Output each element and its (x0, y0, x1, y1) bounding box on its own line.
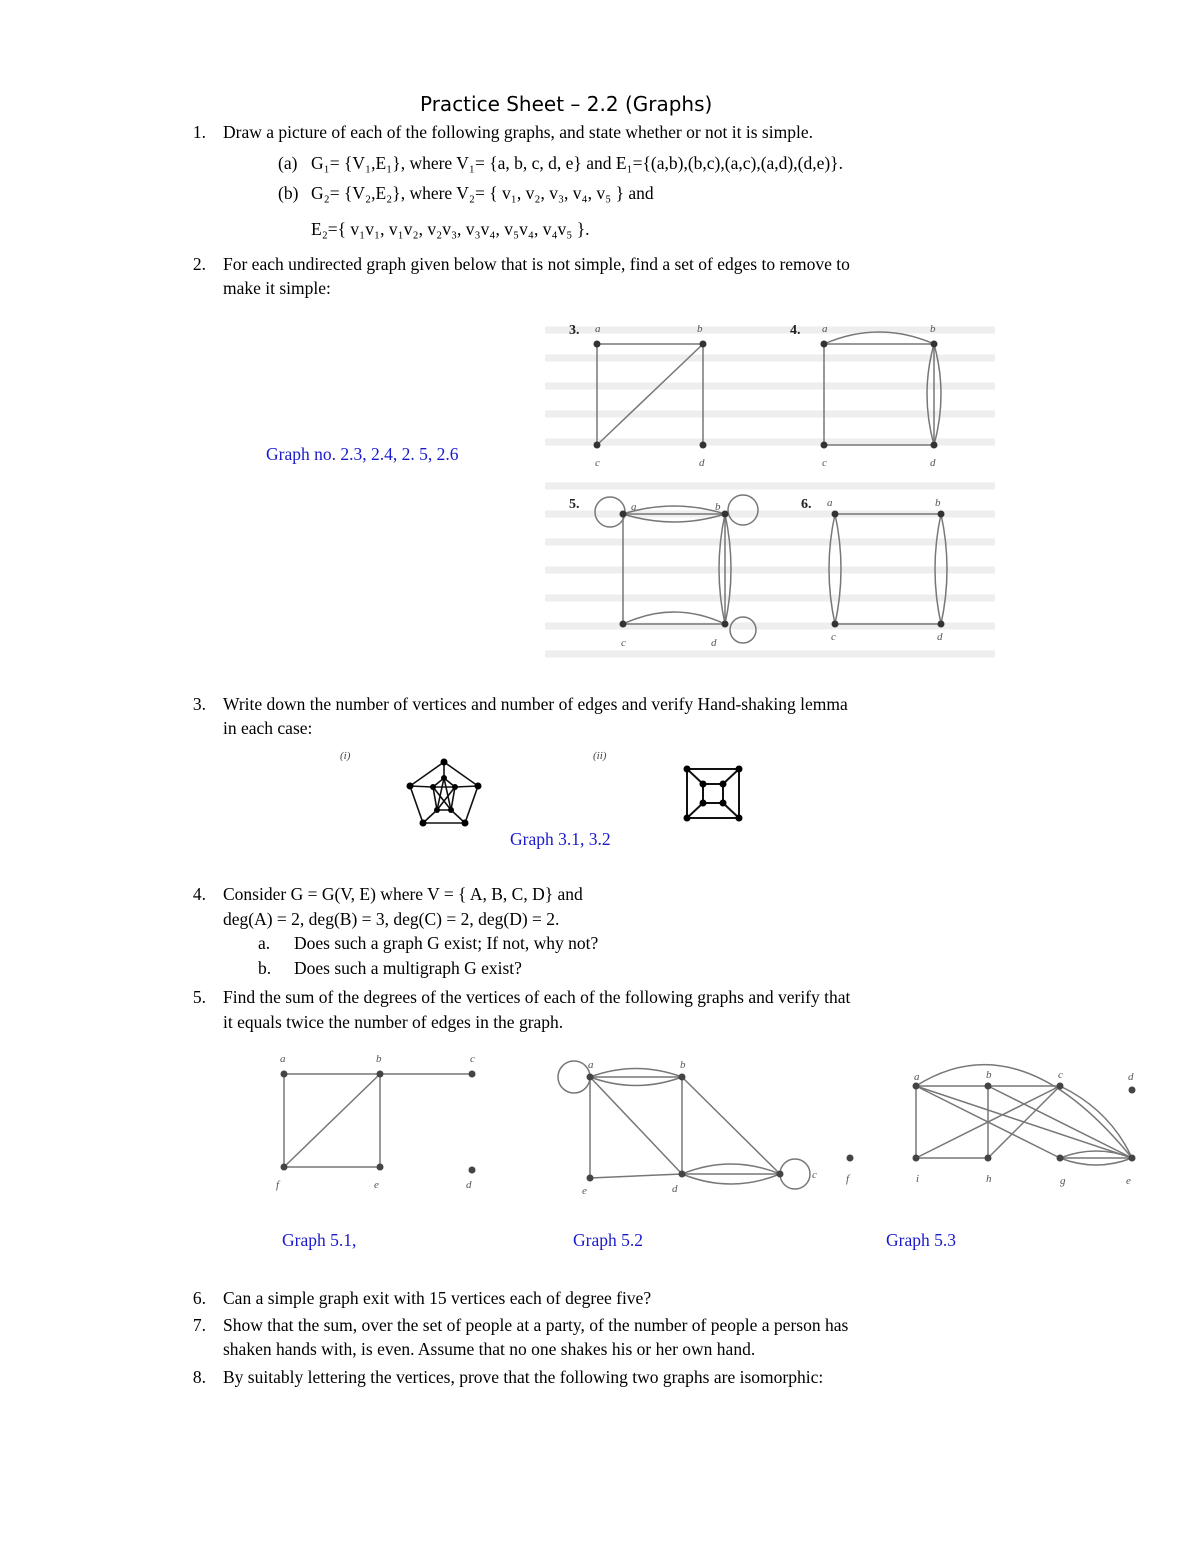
graph-5-2 (550, 1052, 860, 1202)
graph-2-4-vertex-b: b (930, 323, 936, 335)
graph-2-5-number: 5. (569, 497, 580, 512)
question-4-line2: deg(A) = 2, deg(B) = 3, deg(C) = 2, deg(D) = 2. (223, 909, 560, 929)
graph-5-2-vertex-a: a (588, 1059, 594, 1071)
graph-2-4-vertex-a: a (822, 323, 828, 335)
graph-3-2-cube (684, 766, 744, 822)
question-5-line2: it equals twice the number of edges in the graph. (223, 1012, 564, 1032)
question-3-number: 3. (192, 694, 206, 714)
question-7-number: 7. (192, 1315, 206, 1335)
question-7-line1: Show that the sum, over the set of people at a party, of the number of people a person has (223, 1315, 849, 1335)
graph-5-2-vertex-d: d (672, 1183, 678, 1195)
graph-2-6-vertex-b: b (935, 497, 941, 509)
question-1a-text: G₁= {V₁,E₁}, where V₁= {a, b, c, d, e} and E₁={(a,b),(b,c),(a,c),(a,d),(d,e)}. (311, 153, 843, 173)
graph-2-5-vertex-c: c (621, 637, 626, 649)
graph-2-3 (565, 318, 705, 468)
graph-2-3-vertex-a: a (595, 323, 601, 335)
graph-5-3-vertex-i: i (916, 1173, 920, 1185)
question-4a-label: a. (258, 933, 271, 953)
question-1b-text: G₂= {V₂,E₂}, where V₂= { v₁, v₂, v₃, v₄, v₅ } and (311, 183, 654, 203)
graph-2-4-vertex-c: c (822, 457, 827, 469)
graph-2-5 (565, 488, 765, 658)
graph-5-3-vertex-g: g (1060, 1175, 1066, 1187)
question-2-number: 2. (192, 254, 206, 274)
question-2-line2: make it simple: (223, 278, 331, 298)
graph-5-3-vertex-d: d (1128, 1071, 1134, 1083)
graph-5-3-vertex-b: b (986, 1069, 992, 1081)
graph-5-2-vertex-b: b (680, 1059, 686, 1071)
graph-2-4 (790, 318, 936, 469)
graph-2-6-vertex-a: a (827, 497, 833, 509)
question-2-line1: For each undirected graph given below that is not simple, find a set of edges to remove to (223, 254, 850, 274)
question-8-number: 8. (192, 1367, 206, 1387)
graph-2-6-number: 6. (801, 497, 812, 512)
graph-5-1-vertex-b: b (376, 1053, 382, 1065)
graph-5-1-caption: Graph 5.1, (282, 1230, 357, 1250)
graph-5-1-vertex-c: c (470, 1053, 475, 1065)
question-1-number: 1. (192, 122, 206, 142)
question-3-line2: in each case: (223, 718, 313, 738)
graph-2-5-vertex-d: d (711, 637, 717, 649)
question-4b-label: b. (258, 958, 272, 978)
graph-5-2-vertex-e: e (582, 1185, 587, 1197)
graph-5-2-vertex-c: c (812, 1169, 817, 1181)
graph-3-label-i: (i) (340, 750, 351, 762)
question-5-line1: Find the sum of the degrees of the vertices of each of the following graphs and verify that (223, 987, 851, 1007)
graph-5-3-vertex-a: a (914, 1071, 920, 1083)
graph-5-1-vertex-f: f (276, 1179, 280, 1191)
question-8-text: By suitably lettering the vertices, prove that the following two graphs are isomorphic: (223, 1367, 824, 1387)
question-1b-edges: E₂={ v₁v₁, v₁v₂, v₂v₃, v₃v₄, v₅v₄, v₄v₅ }. (311, 219, 590, 239)
graph-2-caption: Graph no. 2.3, 2.4, 2. 5, 2.6 (266, 444, 459, 464)
graph-3-label-ii: (ii) (593, 750, 607, 762)
question-1b-label: (b) (278, 183, 299, 203)
question-6-number: 6. (192, 1288, 206, 1308)
graph-3-1-petersen (404, 757, 484, 827)
graph-5-2-caption: Graph 5.2 (573, 1230, 643, 1250)
graph-5-1 (268, 1048, 488, 1198)
graph-2-4-number: 4. (790, 323, 801, 338)
graph-2-3-vertex-c: c (595, 457, 600, 469)
question-4b-text: Does such a multigraph G exist? (294, 958, 522, 978)
graph-2-3-number: 3. (569, 323, 580, 338)
graph-5-1-vertex-e: e (374, 1179, 379, 1191)
graph-2-5-vertex-b: b (715, 501, 721, 513)
question-7-line2: shaken hands with, is even. Assume that no one shakes his or her own hand. (223, 1339, 756, 1359)
graph-5-3-vertex-c: c (1058, 1069, 1063, 1081)
graph-5-2-vertex-f: f (846, 1173, 850, 1185)
question-1-text: Draw a picture of each of the following graphs, and state whether or not it is simple. (223, 122, 813, 142)
graph-2-4-vertex-d: d (930, 457, 936, 469)
question-6-text: Can a simple graph exit with 15 vertices each of degree five? (223, 1288, 652, 1308)
graph-2-6 (795, 488, 965, 658)
question-5-number: 5. (192, 987, 206, 1007)
question-4-number: 4. (192, 884, 206, 904)
graph-5-1-vertex-d: d (466, 1179, 472, 1191)
graph-5-3-vertex-h: h (986, 1173, 992, 1185)
graph-2-5-vertex-a: a (631, 501, 637, 513)
question-4a-text: Does such a graph G exist; If not, why not? (294, 933, 599, 953)
graph-5-3 (900, 1040, 1140, 1190)
graph-2-6-vertex-d: d (937, 631, 943, 643)
graph-5-3-vertex-e: e (1126, 1175, 1131, 1187)
graph-5-3-caption: Graph 5.3 (886, 1230, 956, 1250)
question-1a-label: (a) (278, 153, 298, 173)
graph-2-6-vertex-c: c (831, 631, 836, 643)
graph-5-1-vertex-a: a (280, 1053, 286, 1065)
graph-2-3-vertex-d: d (699, 457, 705, 469)
page-title: Practice Sheet – 2.2 (Graphs) (420, 92, 713, 116)
graph-2-3-vertex-b: b (697, 323, 703, 335)
question-3-line1: Write down the number of vertices and number of edges and verify Hand-shaking lemma (223, 694, 848, 714)
graph-3-caption: Graph 3.1, 3.2 (510, 829, 611, 849)
question-4-line1: Consider G = G(V, E) where V = { A, B, C, D} and (223, 884, 583, 904)
